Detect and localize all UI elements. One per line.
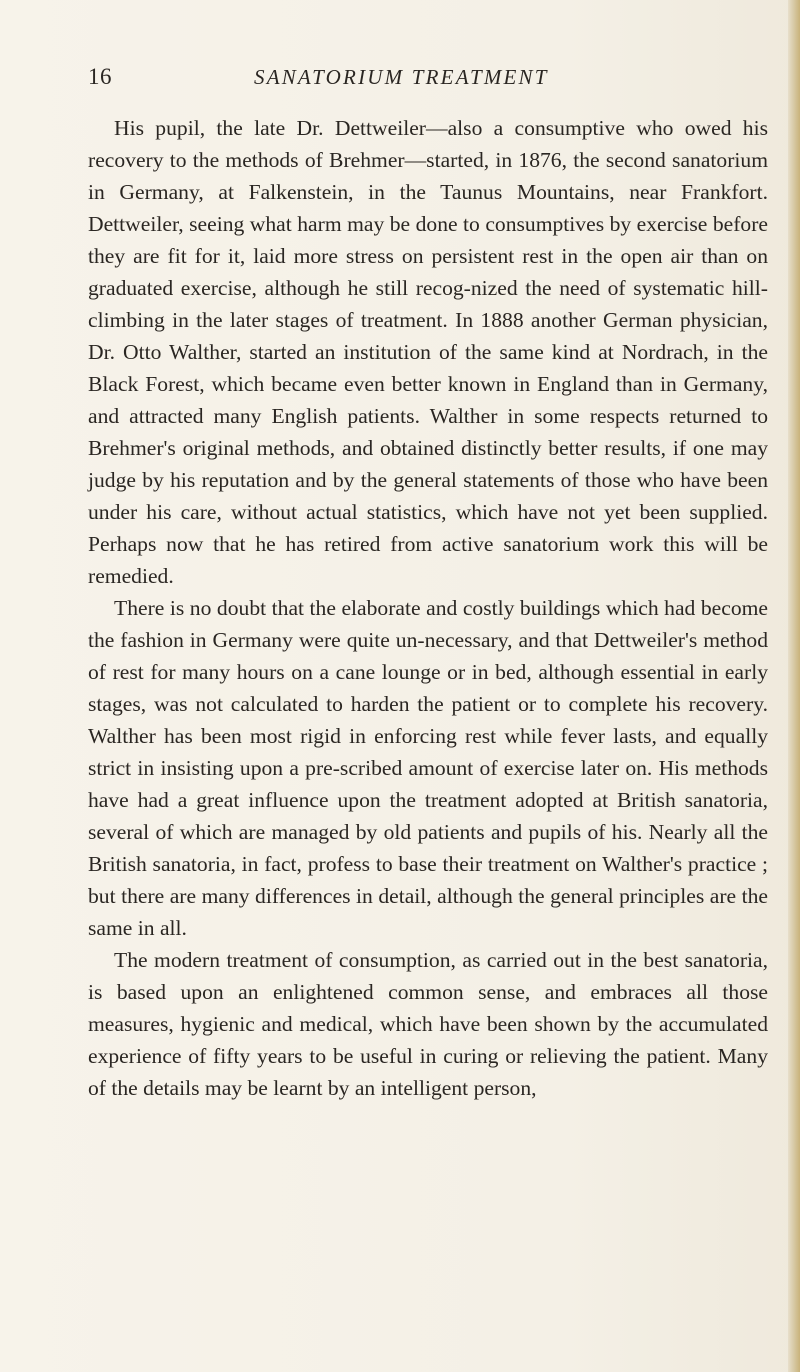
running-head: SANATORIUM TREATMENT [254, 65, 549, 89]
page-number: 16 [88, 64, 112, 89]
paragraph: His pupil, the late Dr. Dettweiler—also a consumptive who owed his recovery to the methods of Brehmer—started, in 1876, the second sanatorium in Germany, at Falkenstein, in the Taunus Mountains, near Frankfort. Dettweiler, seeing what harm may be done to consumptives by exercise before they are fit for it, laid more stress on persistent rest in the open air than on graduated exercise, although he still recog-nized the need of systematic hill-climbing in the later stages of treatment. In 1888 another German physician, Dr. Otto Walther, started an institution of the same kind at Nordrach, in the Black Forest, which became even better known in England than in Germany, and attracted many English patients. Walther in some respects returned to Brehmer's original methods, and obtained distinctly better results, if one may judge by his reputation and by the general statements of those who have been under his care, without actual statistics, which have not yet been supplied. Perhaps now that he has retired from active sanatorium work this will be remedied. [88, 116, 768, 588]
page-header [88, 62, 778, 98]
paragraph: There is no doubt that the elaborate and costly buildings which had become the fashion in Germany were quite un-necessary, and that Dettweiler's method of rest for many hours on a cane lounge or in bed, although essential in early stages, was not calculated to harden the patient or to complete his recovery. Walther has been most rigid in enforcing rest while fever lasts, and equally strict in insisting upon a pre-scribed amount of exercise later on. His methods have had a great influence upon the treatment adopted at British sanatoria, several of which are managed by old patients and pupils of his. Nearly all the British sanatoria, in fact, profess to base their treatment on Walther's practice ; but there are many differences in detail, although the general principles are the same in all. [88, 596, 768, 940]
paragraph: The modern treatment of consumption, as carried out in the best sanatoria, is based upon an enlightened common sense, and embraces all those measures, hygienic and medical, which have been shown by the accumulated experience of fifty years to be useful in curing or relieving the patient. Many of the details may be learnt by an intelligent person, [88, 948, 768, 1100]
body-text [88, 112, 768, 1104]
page-binding-edge [788, 0, 800, 1372]
